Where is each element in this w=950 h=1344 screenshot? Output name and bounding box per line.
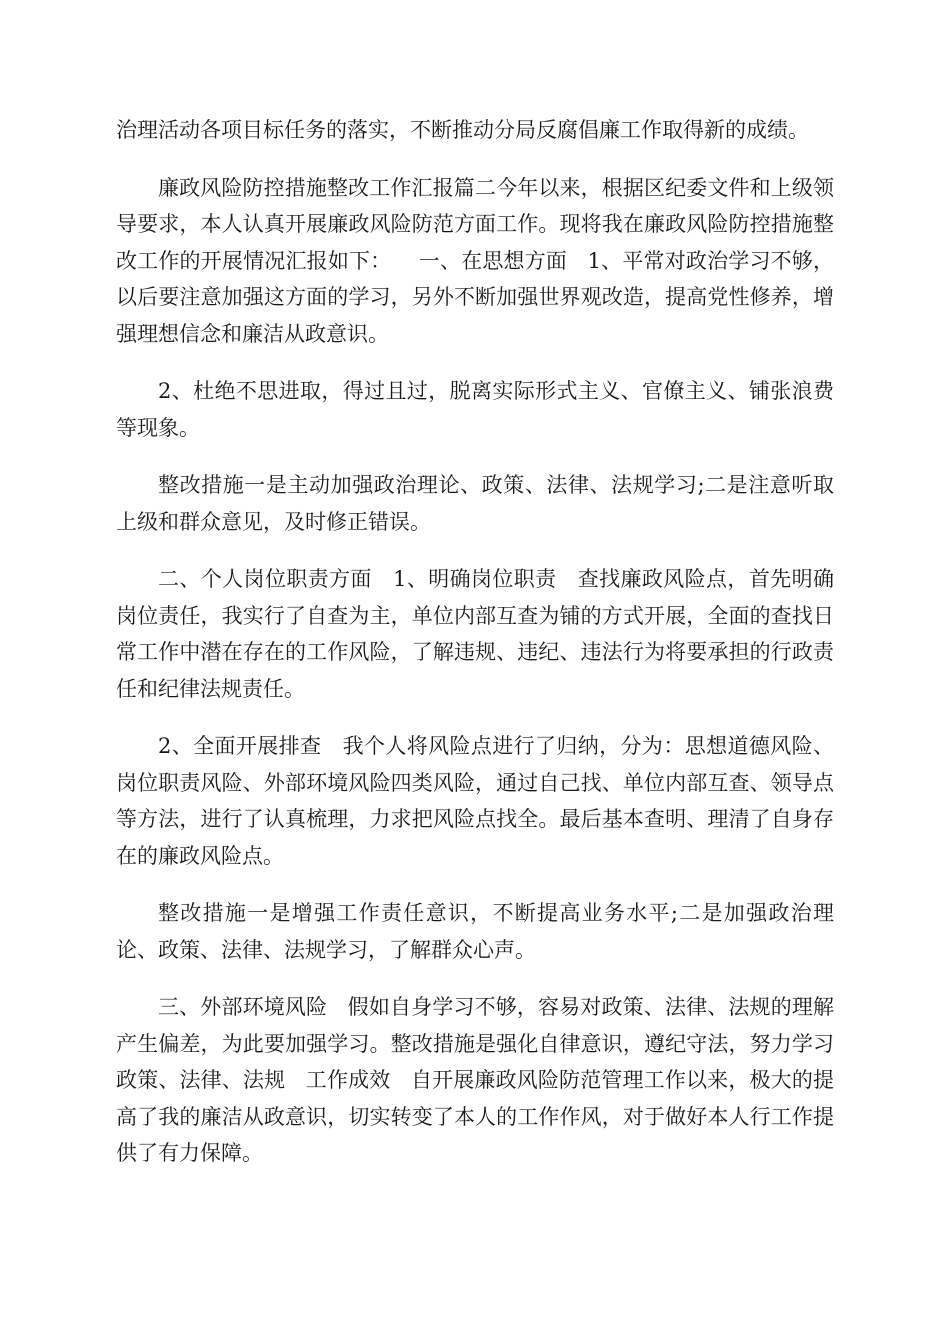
paragraph-measures-1: 整改措施一是主动加强政治理论、政策、法律、法规学习;二是注意听取上级和群众意见，及时修正错误。 [116,473,834,534]
paragraph-section-3: 三、外部环境风险 假如自身学习不够，容易对政策、法律、法规的理解产生偏差，为此要加强学习。整改措施是强化自律意识，遵纪守法，努力学习政策、法律、法规 工作成效 自开展廉政风险防范管理工作以来，极大的提高了我的廉洁从政意识，切实转变了本人的工作作风，对于做好本人行工作提供了有力保障。 [116,995,834,1165]
paragraph-item-2: 2、杜绝不思进取，得过且过，脱离实际形式主义、官僚主义、铺张浪费等现象。 [116,379,834,440]
paragraph-report-intro: 廉政风险防控措施整改工作汇报篇二今年以来，根据区纪委文件和上级领导要求，本人认真开展廉政风险防范方面工作。现将我在廉政风险防控措施整改工作的开展情况汇报如下： 一、在思想方面 1、平常对政治学习不够，以后要注意加强这方面的学习，另外不断加强世界观改造，提高党性修养，增强理想信念和廉洁从政意识。 [116,175,834,346]
paragraph-measures-2: 整改措施一是增强工作责任意识，不断提高业务水平;二是加强政治理论、政策、法律、法规学习，了解群众心声。 [116,901,834,962]
document-body [116,112,834,1193]
paragraph-section-2-item-2: 2、全面开展排查 我个人将风险点进行了归纳，分为：思想道德风险、岗位职责风险、外部环境风险四类风险，通过自己找、单位内部互查、领导点等方法，进行了认真梳理，力求把风险点找全。最后基本查明、理清了自身存在的廉政风险点。 [116,734,834,868]
paragraph-continued: 治理活动各项目标任务的落实，不断推动分局反腐倡廉工作取得新的成绩。 [116,118,809,142]
paragraph-section-2: 二、个人岗位职责方面 1、明确岗位职责 查找廉政风险点，首先明确岗位责任，我实行了自查为主，单位内部互查为铺的方式开展，全面的查找日常工作中潜在存在的工作风险，了解违规、违纪、违法行为将要承担的行政责任和纪律法规责任。 [116,567,834,701]
